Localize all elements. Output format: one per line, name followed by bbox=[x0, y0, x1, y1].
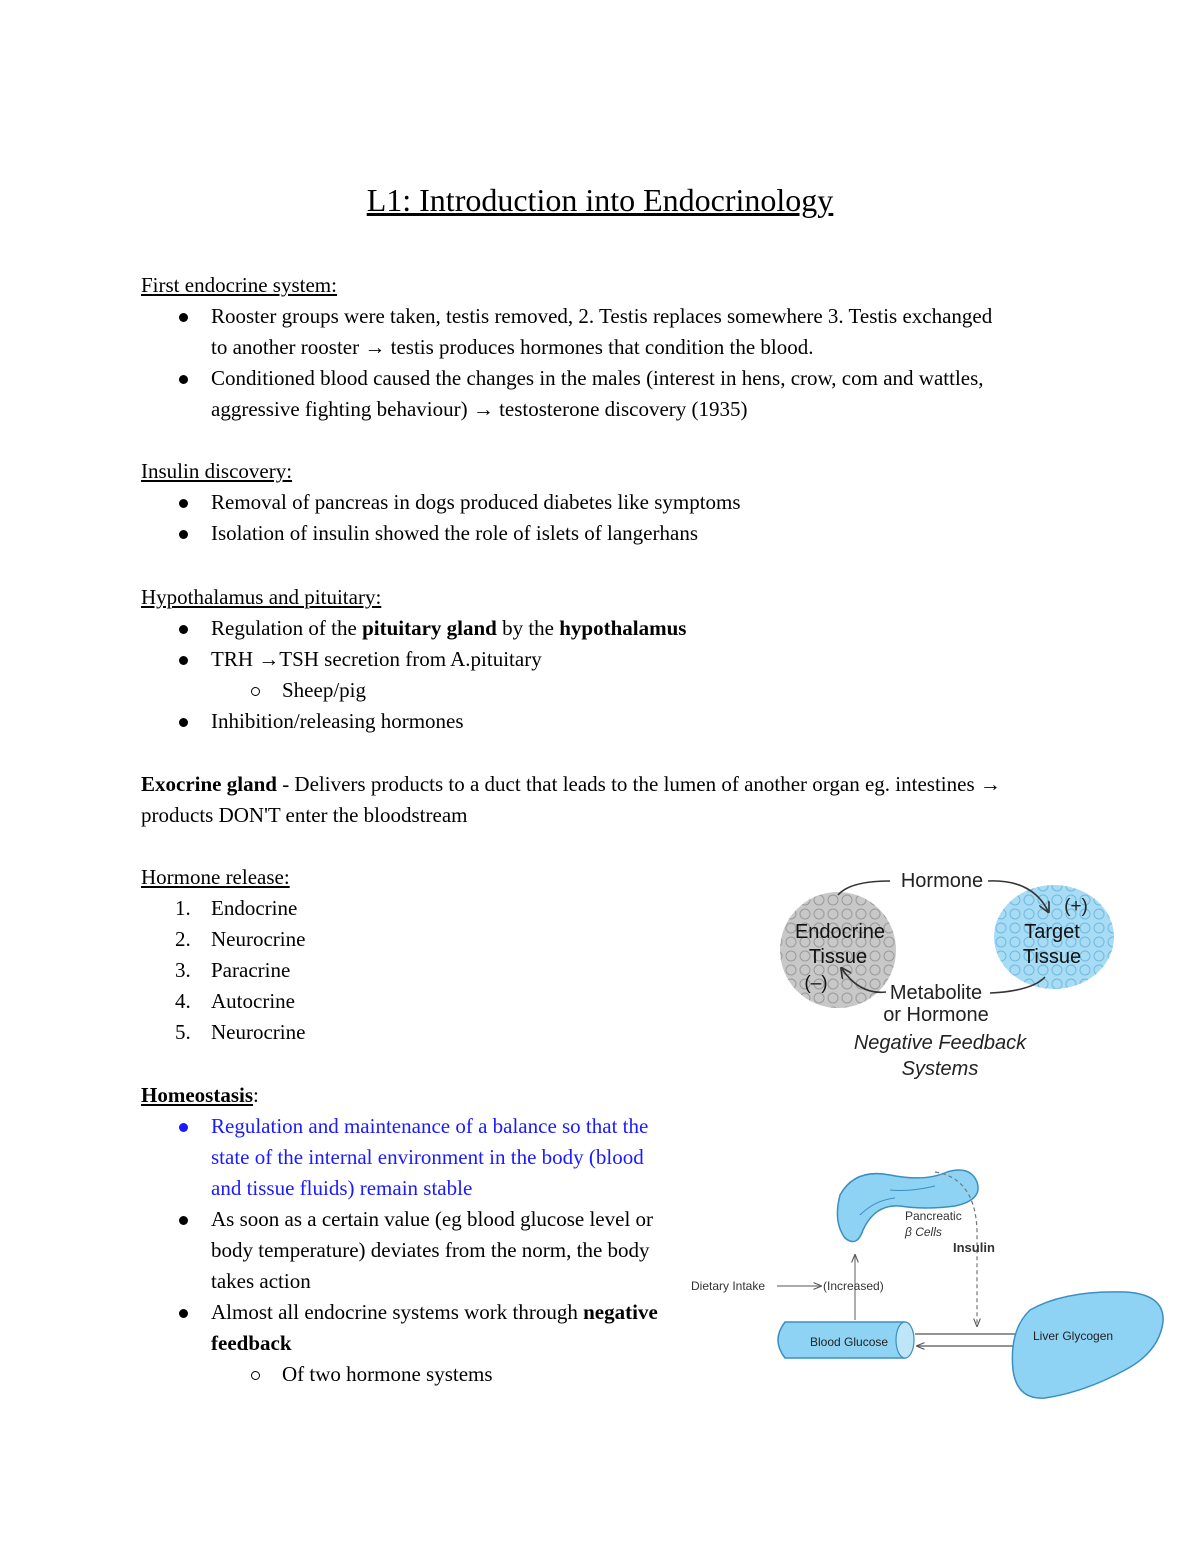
numbered-item bbox=[141, 955, 641, 986]
numbered-item bbox=[141, 1017, 641, 1048]
pancreatic-cells-label: β Cells bbox=[905, 1225, 942, 1239]
exocrine-term: Exocrine gland bbox=[141, 772, 277, 796]
item-number: 5. bbox=[175, 1020, 191, 1044]
caption: Negative Feedback bbox=[853, 1032, 1027, 1054]
pancreatic-cells-label: Pancreatic bbox=[905, 1209, 962, 1223]
section-heading: Hormone release: bbox=[141, 865, 290, 889]
page-title: L1: Introduction into Endocrinology bbox=[366, 182, 834, 218]
numbered-item bbox=[141, 893, 641, 924]
item-label: Autocrine bbox=[211, 989, 295, 1013]
list-item: Inhibition/releasing hormones bbox=[141, 706, 1041, 737]
numbered-item bbox=[141, 986, 641, 1017]
section-homeostasis bbox=[141, 1080, 671, 1390]
endocrine-label: Tissue bbox=[808, 946, 868, 968]
item-label: Endocrine bbox=[211, 896, 298, 920]
exocrine-definition: - Delivers products to a duct that leads to the lumen of another organ eg. intestines → products DON'T enter the bloodstream bbox=[141, 772, 1001, 827]
list-item bbox=[141, 1297, 671, 1390]
negative-feedback-diagram bbox=[770, 865, 1130, 1085]
endocrine-label: Endocrine bbox=[794, 921, 886, 943]
section-first-endocrine bbox=[141, 270, 1041, 425]
numbered-item bbox=[141, 924, 641, 955]
bold-term: hypothalamus bbox=[559, 616, 687, 640]
sub-list-item: Of two hormone systems bbox=[141, 1359, 671, 1390]
item-number: 2. bbox=[175, 927, 191, 951]
blood-glucose-label: Blood Glucose bbox=[810, 1335, 889, 1349]
section-heading: Insulin discovery: bbox=[141, 459, 293, 483]
list-item: Regulation and maintenance of a balance so that the state of the internal environment in the body (blood and tissue fluids) remain stable bbox=[141, 1111, 671, 1204]
minus-label: (–) bbox=[804, 973, 828, 994]
section-hypothalamus bbox=[141, 582, 1041, 737]
section-heading bbox=[141, 1080, 671, 1111]
list-item: Isolation of insulin showed the role of islets of langerhans bbox=[141, 518, 1041, 549]
bold-term: negative feedback bbox=[211, 1300, 658, 1355]
increased-label: (Increased) bbox=[823, 1279, 884, 1293]
sub-list-item: Sheep/pig bbox=[141, 675, 1041, 706]
metabolite-label: or Hormone bbox=[883, 1004, 989, 1026]
item-label: Neurocrine bbox=[211, 927, 306, 951]
section-insulin-discovery bbox=[141, 456, 1041, 549]
item-number: 4. bbox=[175, 989, 191, 1013]
list-item: Rooster groups were taken, testis removed, 2. Testis replaces somewhere 3. Testis exchanged to another rooster → testis produces hormones that condition the blood. bbox=[141, 301, 1011, 363]
target-label: Target bbox=[1024, 921, 1080, 943]
text: TRH →TSH secretion from A.pituitary bbox=[211, 647, 542, 671]
section-heading: Hypothalamus and pituitary: bbox=[141, 585, 382, 609]
dietary-intake-label: Dietary Intake bbox=[691, 1279, 766, 1293]
list-item: As soon as a certain value (eg blood glucose level or body temperature) deviates from the norm, the body takes action bbox=[141, 1204, 671, 1297]
list-item: Removal of pancreas in dogs produced diabetes like symptoms bbox=[141, 487, 1041, 518]
section-hormone-release bbox=[141, 862, 641, 1048]
liver-shape bbox=[1012, 1292, 1163, 1398]
caption: Systems bbox=[901, 1058, 979, 1080]
item-number: 3. bbox=[175, 958, 191, 982]
heading-text: Homeostasis bbox=[141, 1083, 253, 1107]
item-number: 1. bbox=[175, 896, 191, 920]
text: by the bbox=[496, 616, 560, 640]
bold-term: pituitary gland bbox=[362, 616, 497, 640]
insulin-glucose-diagram bbox=[685, 1160, 1175, 1410]
section-heading: First endocrine system: bbox=[141, 273, 337, 297]
item-label: Neurocrine bbox=[211, 1020, 306, 1044]
item-label: Paracrine bbox=[211, 958, 291, 982]
list-item bbox=[141, 613, 1041, 644]
section-exocrine bbox=[141, 769, 1021, 831]
metabolite-label: Metabolite bbox=[889, 982, 983, 1004]
list-item bbox=[141, 644, 1041, 706]
text: Regulation of the bbox=[211, 616, 363, 640]
plus-label: (+) bbox=[1064, 896, 1088, 917]
liver-glycogen-label: Liver Glycogen bbox=[1033, 1329, 1114, 1343]
target-label: Tissue bbox=[1022, 946, 1082, 968]
heading-colon: : bbox=[253, 1083, 259, 1107]
vessel-opening bbox=[896, 1322, 914, 1358]
hormone-label: Hormone bbox=[900, 870, 984, 892]
insulin-label: Insulin bbox=[953, 1240, 995, 1255]
list-item: Conditioned blood caused the changes in the males (interest in hens, crow, com and wattles, aggressive fighting behaviour) → testosterone discovery (1935) bbox=[141, 363, 1011, 425]
text: Almost all endocrine systems work through bbox=[211, 1300, 584, 1324]
